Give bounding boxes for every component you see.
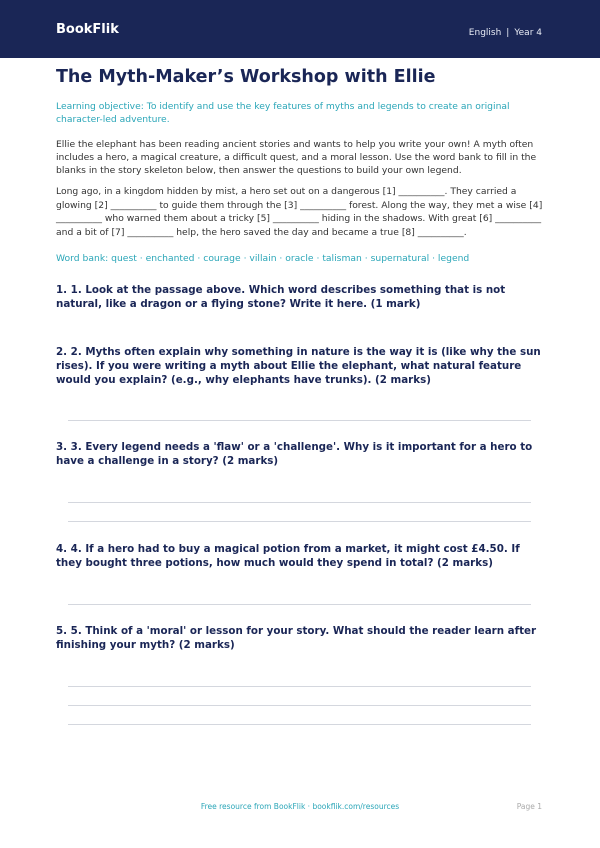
word-bank: Word bank: quest · enchanted · courage · villain · oracle · talisman · supernatural · legend [56, 253, 470, 264]
header-bar [0, 0, 600, 58]
answer-line[interactable] [68, 705, 531, 706]
brand-logo-text: BookFlik [56, 22, 119, 37]
footer-link[interactable]: Free resource from BookFlik · bookflik.com/resources [200, 802, 400, 811]
subject-year-label [469, 28, 542, 38]
separator: | [506, 28, 510, 38]
subject-label: English [468, 28, 502, 38]
question-5: 5. 5. Think of a 'moral' or lesson for your story. What should the reader learn after finishing your myth? (2 marks) [56, 625, 537, 651]
answer-line[interactable] [68, 420, 531, 421]
intro-paragraph: Ellie the elephant has been reading ancient stories and wants to help you write your own! A myth often includes a hero, a magical creature, a difficult quest, and a moral lesson. Use the word bank to fill in the blanks in the story skeleton below, then answer the questions to build your own legend. [56, 139, 537, 176]
story-skeleton: Long ago, in a kingdom hidden by mist, a hero set out on a dangerous [1] __________. They carried a glowing [2] __________ to guide them through the [3] __________ forest. Along the way, they met a wise [4] __________ who warned them about a tricky [5] __________ hiding in the shadows. With great [6] __________ and a bit of [7] __________ help, the hero saved the day and became a true [8] __________. [56, 186, 543, 238]
question-1: 1. 1. Look at the passage above. Which word describes something that is not natural, like a dragon or a flying stone? Write it here. (1 mark) [56, 284, 506, 310]
question-2: 2. 2. Myths often explain why something in nature is the way it is (like why the sun rises). If you were writing a myth about Ellie the elephant, what natural feature would you explain? (e.g., why elephants have trunks). (2 marks) [56, 346, 541, 386]
question-4: 4. 4. If a hero had to buy a magical potion from a market, it might cost £4.50. If they bought three potions, how much would they spend in total? (2 marks) [56, 543, 520, 569]
year-label: Year 4 [514, 28, 542, 38]
answer-line[interactable] [68, 604, 531, 605]
answer-line[interactable] [68, 502, 531, 503]
page-number: Page 1 [516, 802, 542, 811]
answer-line[interactable] [68, 521, 531, 522]
answer-line[interactable] [68, 724, 531, 725]
page-title: The Myth-Maker’s Workshop with Ellie [56, 67, 436, 87]
answer-line[interactable] [68, 686, 531, 687]
question-3: 3. 3. Every legend needs a 'flaw' or a 'challenge'. Why is it important for a hero to have a challenge in a story? (2 marks) [56, 441, 533, 467]
learning-objective: Learning objective: To identify and use the key features of myths and legends to create an original character-led adventure. [56, 101, 510, 125]
